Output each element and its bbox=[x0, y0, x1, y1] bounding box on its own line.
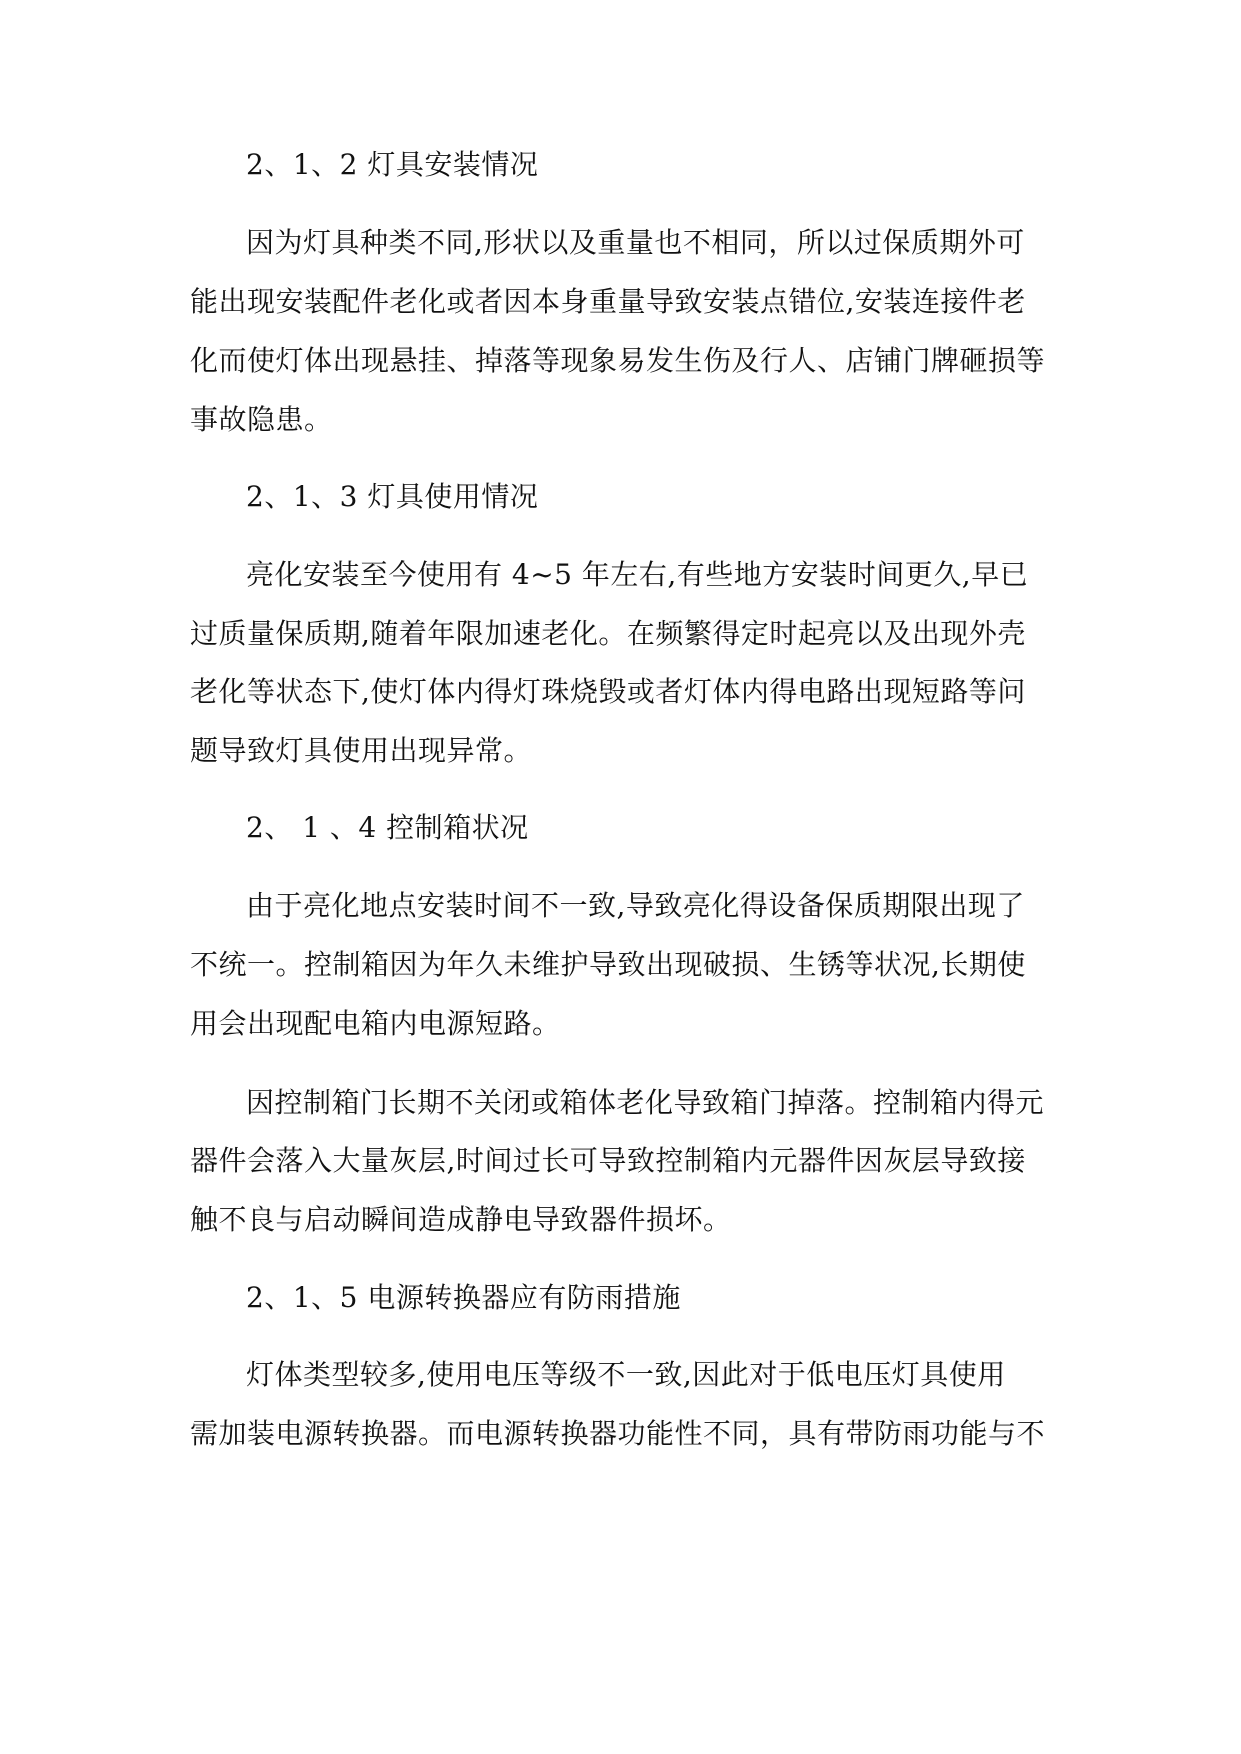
paragraph-line: 因为灯具种类不同,形状以及重量也不相同，所以过保质期外可 bbox=[246, 226, 1025, 259]
paragraph-line: 因控制箱门长期不关闭或箱体老化导致箱门掉落。控制箱内得元 bbox=[246, 1086, 1045, 1119]
paragraph-line: 不统一。控制箱因为年久未维护导致出现破损、生锈等状况,长期使 bbox=[190, 948, 1026, 981]
paragraph-line: 能出现安装配件老化或者因本身重量导致安装点错位,安装连接件老 bbox=[190, 285, 1026, 318]
section-heading-2-1-3: 2、1、3 灯具使用情况 bbox=[246, 480, 539, 513]
paragraph-line: 亮化安装至今使用有 4~5 年左右,有些地方安装时间更久,早已 bbox=[246, 558, 1029, 591]
section-heading-2-1-4: 2、 1 、4 控制箱状况 bbox=[246, 811, 529, 844]
paragraph-line: 事故隐患。 bbox=[190, 403, 333, 436]
section-heading-2-1-2: 2、1、2 灯具安装情况 bbox=[246, 148, 539, 181]
paragraph-line: 由于亮化地点安装时间不一致,导致亮化得设备保质期限出现了 bbox=[246, 889, 1025, 922]
paragraph-line: 用会出现配电箱内电源短路。 bbox=[190, 1007, 561, 1040]
paragraph-line: 过质量保质期,随着年限加速老化。在频繁得定时起亮以及出现外壳 bbox=[190, 617, 1026, 650]
paragraph-line: 老化等状态下,使灯体内得灯珠烧毁或者灯体内得电路出现短路等问 bbox=[190, 675, 1026, 708]
paragraph-line: 需加装电源转换器。而电源转换器功能性不同，具有带防雨功能与不 bbox=[190, 1417, 1046, 1450]
paragraph-line: 器件会落入大量灰层,时间过长可导致控制箱内元器件因灰层导致接 bbox=[190, 1144, 1026, 1177]
paragraph-line: 触不良与启动瞬间造成静电导致器件损坏。 bbox=[190, 1203, 732, 1236]
paragraph-line: 题导致灯具使用出现异常。 bbox=[190, 734, 533, 767]
paragraph-line: 化而使灯体出现悬挂、掉落等现象易发生伤及行人、店铺门牌砸损等 bbox=[190, 344, 1046, 377]
paragraph-line: 灯体类型较多,使用电压等级不一致,因此对于低电压灯具使用 bbox=[246, 1358, 1006, 1391]
section-heading-2-1-5: 2、1、5 电源转换器应有防雨措施 bbox=[246, 1281, 681, 1314]
